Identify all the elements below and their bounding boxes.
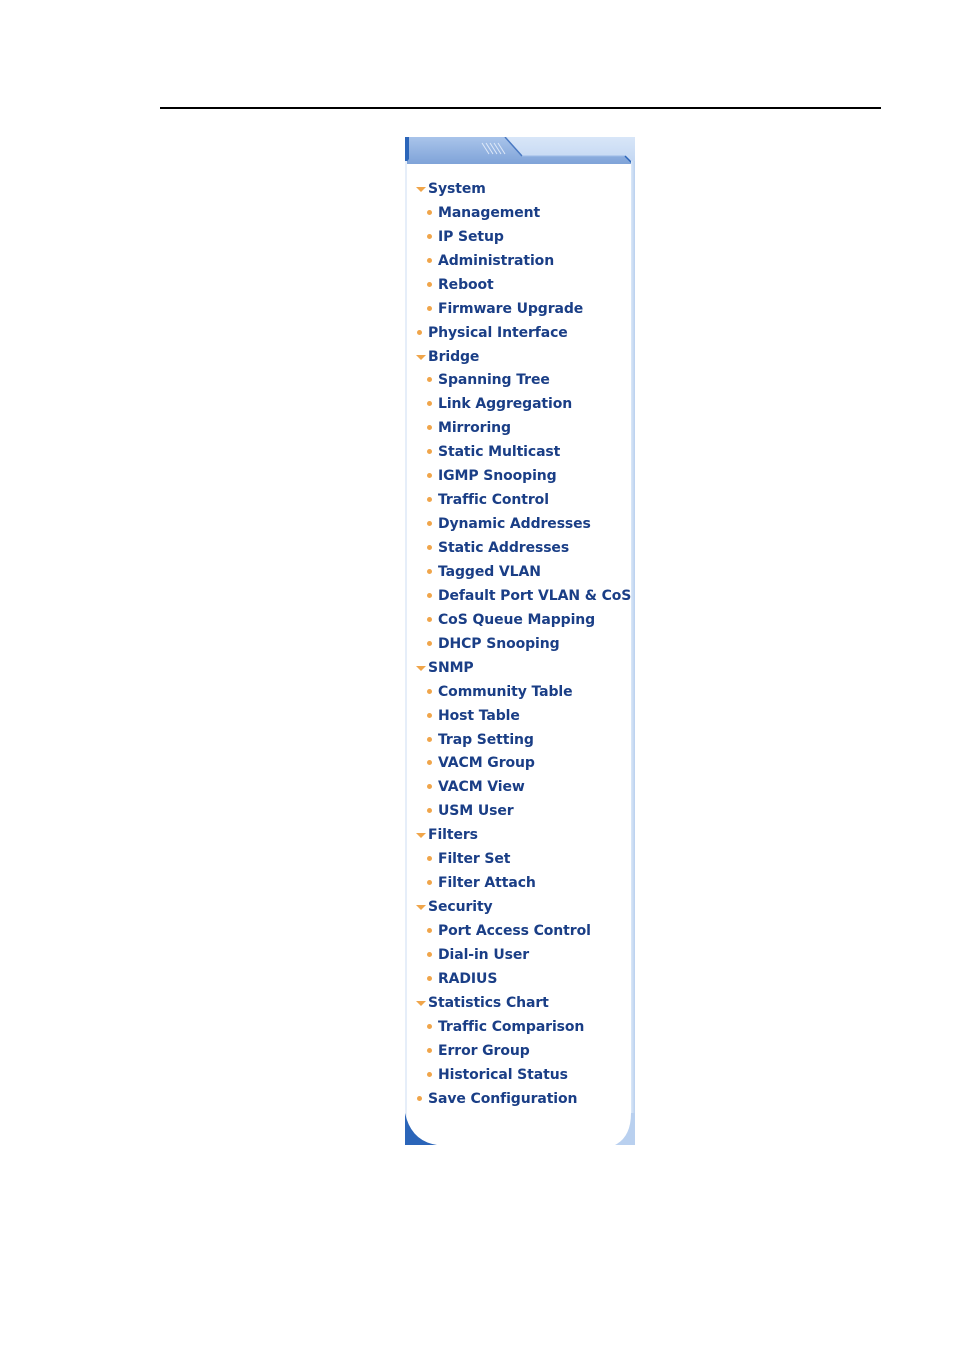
menu-item-administration[interactable] [405, 249, 631, 273]
menu-item-reboot[interactable] [405, 273, 631, 297]
menu-footer-graphic [405, 1113, 635, 1145]
menu-item-label: RADIUS [438, 970, 498, 987]
menu-item-save-configuration[interactable] [405, 1087, 631, 1111]
bullet-icon [426, 399, 438, 409]
menu-item-static-addresses[interactable] [405, 536, 631, 560]
menu-item-traffic-control[interactable] [405, 488, 631, 512]
menu-item-label: CoS Queue Mapping [438, 611, 596, 628]
menu-item-label: SNMP [428, 659, 474, 676]
menu-item-label: Filter Attach [438, 875, 536, 892]
menu-item-label: Static Addresses [438, 540, 570, 557]
menu-item-mirroring[interactable] [405, 416, 631, 440]
arrow-down-icon [416, 184, 428, 194]
bullet-icon [426, 495, 438, 505]
page-header-rule [160, 107, 881, 109]
bullet-icon [426, 1046, 438, 1056]
menu-item-filter-attach[interactable] [405, 871, 631, 895]
menu-item-label: DHCP Snooping [438, 635, 560, 652]
menu-item-dynamic-addresses[interactable] [405, 512, 631, 536]
bullet-icon [426, 208, 438, 218]
menu-item-label: Default Port VLAN & CoS [438, 587, 632, 604]
menu-item-dial-in-user[interactable] [405, 943, 631, 967]
bullet-icon [426, 615, 438, 625]
menu-item-historical-status[interactable] [405, 1063, 631, 1087]
navigation-menu-panel [405, 137, 635, 1145]
menu-item-host-table[interactable] [405, 704, 631, 728]
menu-item-tagged-vlan[interactable] [405, 560, 631, 584]
menu-item-link-aggregation[interactable] [405, 392, 631, 416]
bullet-icon [426, 591, 438, 601]
menu-item-label: Traffic Control [438, 492, 549, 509]
bullet-icon [426, 950, 438, 960]
menu-item-label: Filter Set [438, 851, 511, 868]
menu-item-usm-user[interactable] [405, 799, 631, 823]
menu-item-label: Error Group [438, 1042, 530, 1059]
bullet-icon [426, 256, 438, 266]
menu-item-label: Trap Setting [438, 731, 534, 748]
menu-item-default-port-vlan-and-cos[interactable] [405, 584, 631, 608]
menu-item-label: VACM View [438, 779, 525, 796]
menu-item-igmp-snooping[interactable] [405, 464, 631, 488]
menu-item-label: VACM Group [438, 755, 535, 772]
bullet-icon [416, 328, 428, 338]
menu-item-label: Physical Interface [428, 324, 568, 341]
menu-item-label: Tagged VLAN [438, 563, 541, 580]
menu-list [405, 177, 631, 1111]
menu-item-bridge[interactable] [405, 345, 631, 369]
arrow-down-icon [416, 352, 428, 362]
menu-item-label: Community Table [438, 683, 573, 700]
menu-header-tab [405, 137, 635, 164]
menu-item-filters[interactable] [405, 823, 631, 847]
bullet-icon [426, 735, 438, 745]
bullet-icon [416, 1094, 428, 1104]
bullet-icon [426, 711, 438, 721]
menu-item-label: Firmware Upgrade [438, 300, 584, 317]
menu-item-physical-interface[interactable] [405, 321, 631, 345]
menu-item-label: IGMP Snooping [438, 468, 557, 485]
menu-item-trap-setting[interactable] [405, 728, 631, 752]
menu-item-dhcp-snooping[interactable] [405, 632, 631, 656]
bullet-icon [426, 304, 438, 314]
menu-item-radius[interactable] [405, 967, 631, 991]
bullet-icon [426, 1070, 438, 1080]
menu-item-label: Reboot [438, 276, 494, 293]
bullet-icon [426, 926, 438, 936]
arrow-down-icon [416, 902, 428, 912]
menu-item-system[interactable] [405, 177, 631, 201]
arrow-down-icon [416, 830, 428, 840]
bullet-icon [426, 974, 438, 984]
menu-item-port-access-control[interactable] [405, 919, 631, 943]
bullet-icon [426, 854, 438, 864]
menu-item-label: IP Setup [438, 228, 504, 245]
bullet-icon [426, 806, 438, 816]
bullet-icon [426, 687, 438, 697]
menu-item-label: Security [428, 899, 493, 916]
bullet-icon [426, 519, 438, 529]
bullet-icon [426, 232, 438, 242]
bullet-icon [426, 758, 438, 768]
menu-item-label: Save Configuration [428, 1090, 578, 1107]
menu-item-statistics-chart[interactable] [405, 991, 631, 1015]
bullet-icon [426, 1022, 438, 1032]
menu-item-label: Statistics Chart [428, 994, 549, 1011]
bullet-icon [426, 567, 438, 577]
menu-item-vacm-view[interactable] [405, 775, 631, 799]
menu-item-vacm-group[interactable] [405, 752, 631, 776]
menu-item-label: Link Aggregation [438, 396, 573, 413]
menu-item-security[interactable] [405, 895, 631, 919]
bullet-icon [426, 471, 438, 481]
menu-item-label: Bridge [428, 348, 480, 365]
bullet-icon [426, 878, 438, 888]
menu-item-spanning-tree[interactable] [405, 369, 631, 393]
menu-item-label: Traffic Comparison [438, 1018, 585, 1035]
menu-item-snmp[interactable] [405, 656, 631, 680]
menu-item-label: System [428, 180, 486, 197]
menu-item-static-multicast[interactable] [405, 440, 631, 464]
bullet-icon [426, 639, 438, 649]
menu-item-firmware-upgrade[interactable] [405, 297, 631, 321]
menu-item-management[interactable] [405, 201, 631, 225]
bullet-icon [426, 782, 438, 792]
bullet-icon [426, 543, 438, 553]
menu-item-label: Filters [428, 827, 478, 844]
menu-item-filter-set[interactable] [405, 847, 631, 871]
menu-item-label: Administration [438, 252, 555, 269]
menu-item-cos-queue-mapping[interactable] [405, 608, 631, 632]
menu-tab-graphic [405, 137, 635, 164]
menu-item-label: USM User [438, 803, 514, 820]
menu-item-label: Spanning Tree [438, 372, 550, 389]
arrow-down-icon [416, 663, 428, 673]
menu-footer-curve [405, 1113, 635, 1145]
bullet-icon [426, 447, 438, 457]
menu-item-community-table[interactable] [405, 680, 631, 704]
menu-item-label: Dynamic Addresses [438, 516, 591, 533]
menu-right-border [631, 161, 635, 1145]
bullet-icon [426, 375, 438, 385]
menu-item-label: Historical Status [438, 1066, 568, 1083]
menu-item-label: Host Table [438, 707, 520, 724]
menu-item-label: Management [438, 204, 541, 221]
arrow-down-icon [416, 998, 428, 1008]
menu-item-ip-setup[interactable] [405, 225, 631, 249]
bullet-icon [426, 423, 438, 433]
menu-item-label: Port Access Control [438, 923, 591, 940]
menu-item-label: Dial-in User [438, 946, 530, 963]
menu-item-traffic-comparison[interactable] [405, 1015, 631, 1039]
menu-item-error-group[interactable] [405, 1039, 631, 1063]
menu-item-label: Mirroring [438, 420, 511, 437]
bullet-icon [426, 280, 438, 290]
menu-item-label: Static Multicast [438, 444, 561, 461]
